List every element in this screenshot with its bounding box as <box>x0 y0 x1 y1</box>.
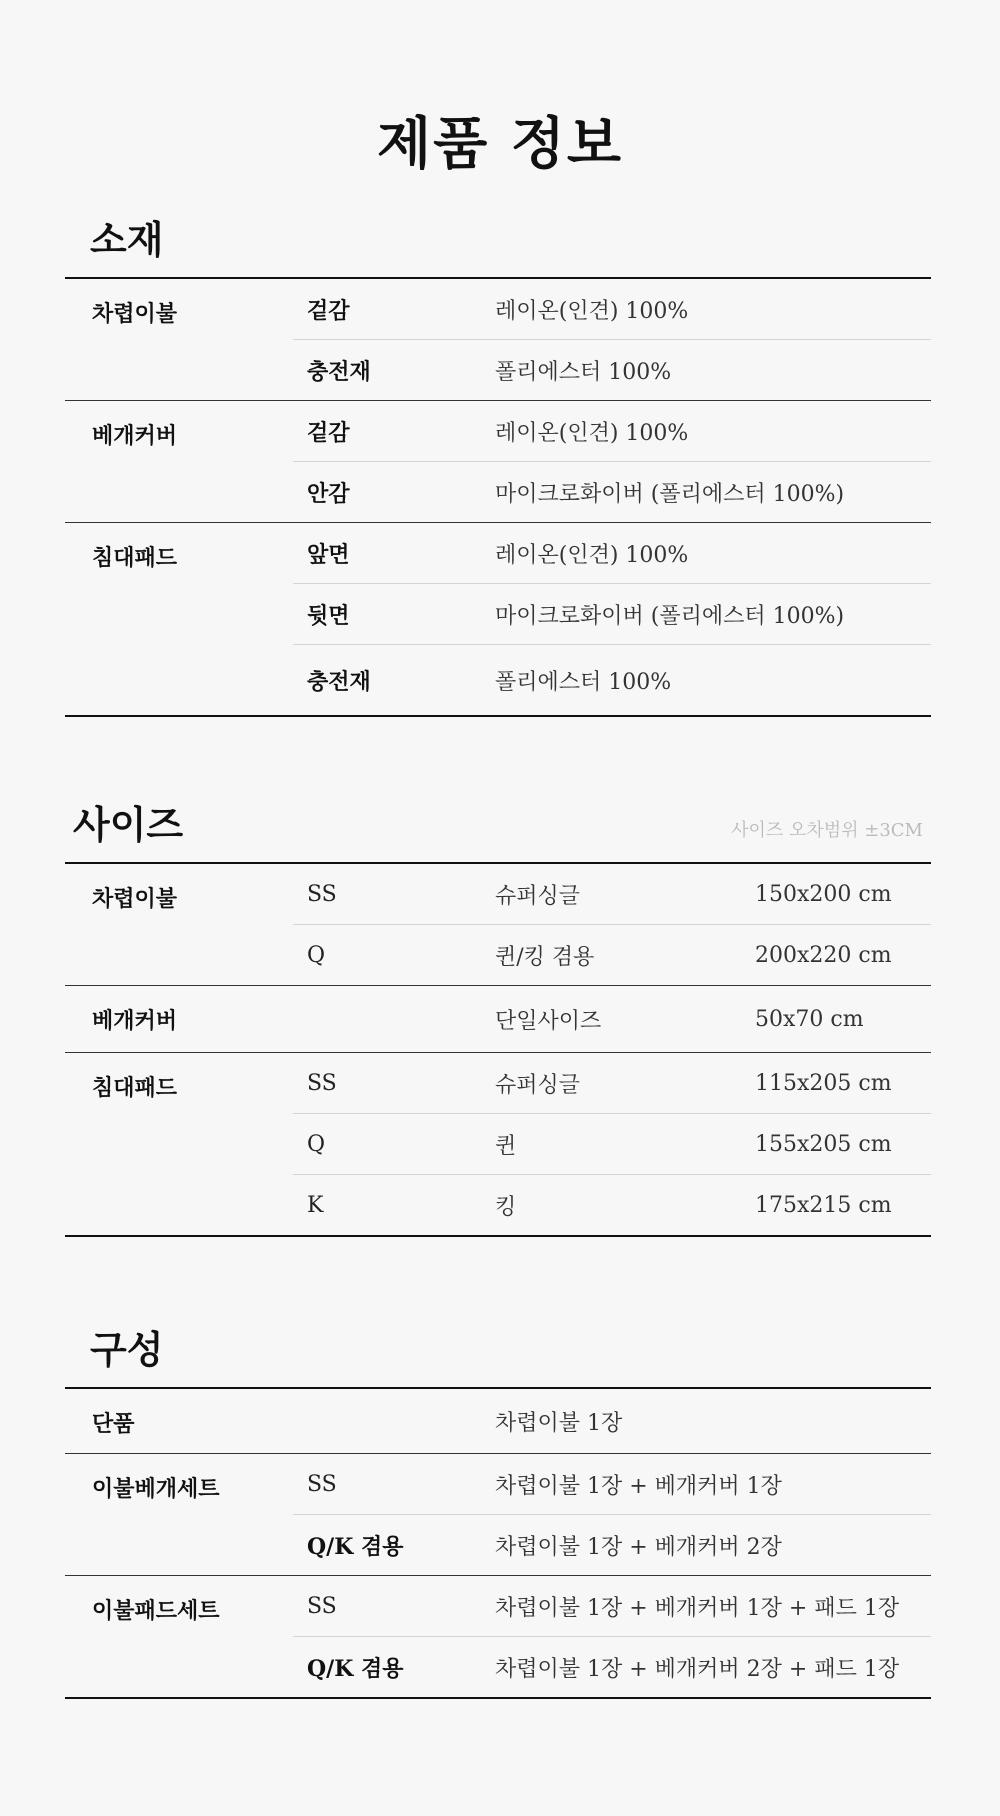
composition-category: 이불베개세트 <box>92 1476 220 1502</box>
material-value: 레이온(인견) 100% <box>495 542 689 568</box>
material-category: 차렵이불 <box>92 301 178 327</box>
size-category: 침대패드 <box>92 1075 178 1101</box>
table-row <box>293 523 931 583</box>
table-row <box>293 279 931 339</box>
table-row <box>293 1174 931 1235</box>
table-row <box>293 986 931 1052</box>
composition-category: 이불패드세트 <box>92 1598 220 1624</box>
composition-header <box>65 1325 931 1375</box>
table-row <box>293 1389 931 1453</box>
material-part: 충전재 <box>307 668 371 695</box>
material-table <box>65 277 931 717</box>
size-dims: 200x220 cm <box>755 942 892 968</box>
size-section <box>65 800 931 1237</box>
material-value: 레이온(인견) 100% <box>495 298 689 324</box>
material-value: 폴리에스터 100% <box>495 669 672 695</box>
table-row <box>293 583 931 644</box>
size-name: 킹 <box>495 1194 517 1220</box>
table-row <box>293 461 931 522</box>
size-table <box>65 862 931 1237</box>
table-row <box>293 1576 931 1636</box>
material-category: 베개커버 <box>92 423 178 449</box>
size-name: 퀸/킹 겸용 <box>495 944 595 970</box>
material-heading: 소재 <box>90 217 164 262</box>
material-header <box>65 215 931 265</box>
size-name: 퀸 <box>495 1133 517 1159</box>
size-group <box>65 864 931 985</box>
composition-value: 차렵이불 1장 + 베개커버 2장 <box>495 1534 782 1560</box>
composition-value: 차렵이불 1장 + 베개커버 1장 + 패드 1장 <box>495 1595 900 1621</box>
composition-table <box>65 1387 931 1699</box>
material-part: 앞면 <box>307 541 350 568</box>
size-name: 슈퍼싱글 <box>495 883 581 909</box>
material-section <box>65 215 931 717</box>
table-row <box>293 1113 931 1174</box>
composition-value: 차렵이불 1장 + 베개커버 1장 <box>495 1473 782 1499</box>
size-group <box>65 1052 931 1235</box>
size-code: Q <box>307 942 326 968</box>
composition-group <box>65 1575 931 1697</box>
material-value: 폴리에스터 100% <box>495 359 672 385</box>
material-part: 충전재 <box>307 358 371 385</box>
material-category: 침대패드 <box>92 545 178 571</box>
material-part: 겉감 <box>307 297 350 324</box>
size-tolerance-note: 사이즈 오차범위 ±3CM <box>731 820 923 841</box>
size-code: K <box>307 1192 324 1218</box>
table-row <box>293 644 931 715</box>
size-group <box>65 985 931 1052</box>
material-part: 겉감 <box>307 419 350 446</box>
size-dims: 175x215 cm <box>755 1192 892 1218</box>
table-row <box>293 1514 931 1575</box>
size-name: 단일사이즈 <box>495 1008 602 1034</box>
material-group <box>65 400 931 522</box>
size-name: 슈퍼싱글 <box>495 1072 581 1098</box>
page-title: 제품 정보 <box>377 111 623 177</box>
composition-value: 차렵이불 1장 + 베개커버 2장 + 패드 1장 <box>495 1656 900 1682</box>
composition-option: SS <box>307 1471 337 1497</box>
table-row <box>293 1454 931 1514</box>
size-header <box>65 800 931 850</box>
composition-value: 차렵이불 1장 <box>495 1410 623 1436</box>
composition-group <box>65 1389 931 1453</box>
size-code: Q <box>307 1131 326 1157</box>
table-row <box>293 1636 931 1697</box>
size-dims: 50x70 cm <box>755 1006 864 1032</box>
size-dims: 155x205 cm <box>755 1131 892 1157</box>
composition-option: Q/K 겸용 <box>307 1533 404 1560</box>
composition-option: Q/K 겸용 <box>307 1655 404 1682</box>
composition-category: 단품 <box>92 1411 135 1437</box>
material-group <box>65 522 931 715</box>
table-row <box>293 339 931 400</box>
size-category: 차렵이불 <box>92 886 178 912</box>
table-row <box>293 864 931 924</box>
table-row <box>293 401 931 461</box>
size-dims: 150x200 cm <box>755 881 892 907</box>
size-code: SS <box>307 1070 337 1096</box>
table-row <box>293 1053 931 1113</box>
composition-option: SS <box>307 1593 337 1619</box>
size-code: SS <box>307 881 337 907</box>
material-group <box>65 279 931 400</box>
material-value: 마이크로화이버 (폴리에스터 100%) <box>495 481 845 507</box>
size-category: 베개커버 <box>92 1008 178 1034</box>
material-part: 뒷면 <box>307 602 350 629</box>
material-part: 안감 <box>307 480 350 507</box>
size-heading: 사이즈 <box>73 802 184 847</box>
size-dims: 115x205 cm <box>755 1070 892 1096</box>
material-value: 마이크로화이버 (폴리에스터 100%) <box>495 603 845 629</box>
composition-group <box>65 1453 931 1575</box>
table-row <box>293 924 931 985</box>
composition-section <box>65 1325 931 1699</box>
material-value: 레이온(인견) 100% <box>495 420 689 446</box>
composition-heading: 구성 <box>90 1327 164 1372</box>
